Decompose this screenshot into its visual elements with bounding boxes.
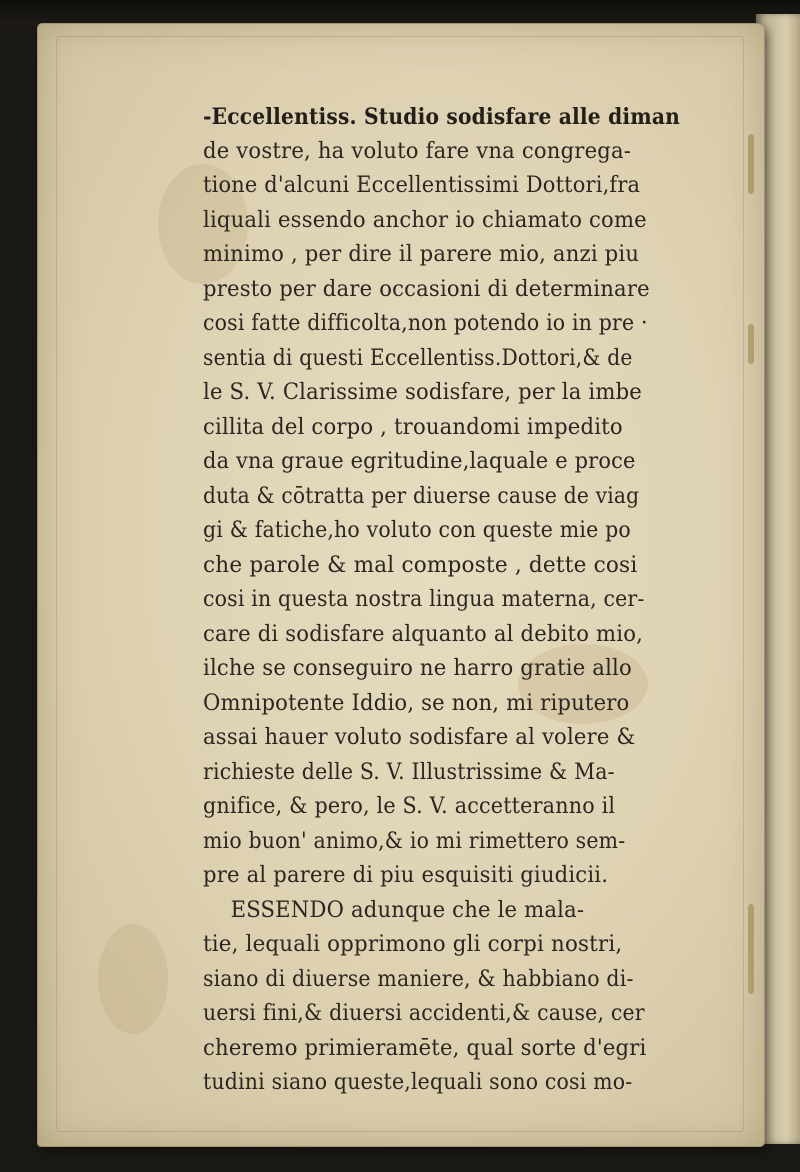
text-line: duta & cōtratta per diuerse cause de viag [203,483,640,509]
text-line: da vna graue egritudine,laquale e proce [203,449,636,474]
body-text [203,100,723,1101]
text-line: richieste delle S. V. Illustrissime & Ma- [203,759,615,785]
text-line: che parole & mal composte , dette cosi [203,552,638,578]
text-line: assai hauer voluto sodisfare al volere & [203,725,636,750]
text-line-paragraph-start: ESSENDO adunque che le mala- [203,897,585,923]
text-line: minimo , per dire il parere mio, anzi piu [203,242,640,267]
text-line: tie, lequali opprimono gli corpi nostri, [203,932,623,957]
text-line: cillita del corpo , trouandomi impedito [203,414,623,440]
text-line: gi & fatiche,ho voluto con queste mie po [203,518,631,543]
text-line: Omnipotente Iddio, se non, mi riputero [203,690,630,716]
text-line: pre al parere di piu esquisiti giudicii. [203,863,609,888]
text-line: presto per dare occasioni di determinare [203,276,650,302]
text-line: siano di diuerse maniere, & habbiano di- [203,966,634,992]
text-line: cheremo primieramēte, qual sorte d'egri [203,1035,647,1061]
text-line: gnifice, & pero, le S. V. accetteranno il [203,794,616,819]
text-line: ilche se conseguiro ne harro gratie allo [203,656,632,681]
text-line: tudini siano queste,lequali sono cosi mo- [203,1070,633,1095]
text-line: tione d'alcuni Eccellentissimi Dottori,fra [203,173,641,198]
text-line: mio buon' animo,& io mi rimettero sem- [203,828,626,854]
text-line: sentia di questi Eccellentiss.Dottori,& de [203,345,633,371]
text-line: cosi in questa nostra lingua materna, cer- [203,587,645,612]
text-line: uersi fini,& diuersi accidenti,& cause, cer [203,1001,645,1026]
text-line: de vostre, ha voluto fare vna congrega- [203,138,632,164]
text-line: cosi fatte difficolta,non potendo io in pre · [203,311,648,336]
margin-ink-mark [748,904,754,994]
text-line: liquali essendo anchor io chiamato come [203,207,647,233]
text-line: le S. V. Clarissime sodisfare, per la imbe [203,380,642,405]
text-line-heading: -Eccellentiss. Studio sodisfare alle diman [203,104,681,130]
margin-ink-mark [748,134,754,194]
scan-background-top [0,0,800,26]
text-line: care di sodisfare alquanto al debito mio, [203,621,644,647]
paper-stain [98,924,168,1034]
margin-ink-mark [748,324,754,364]
